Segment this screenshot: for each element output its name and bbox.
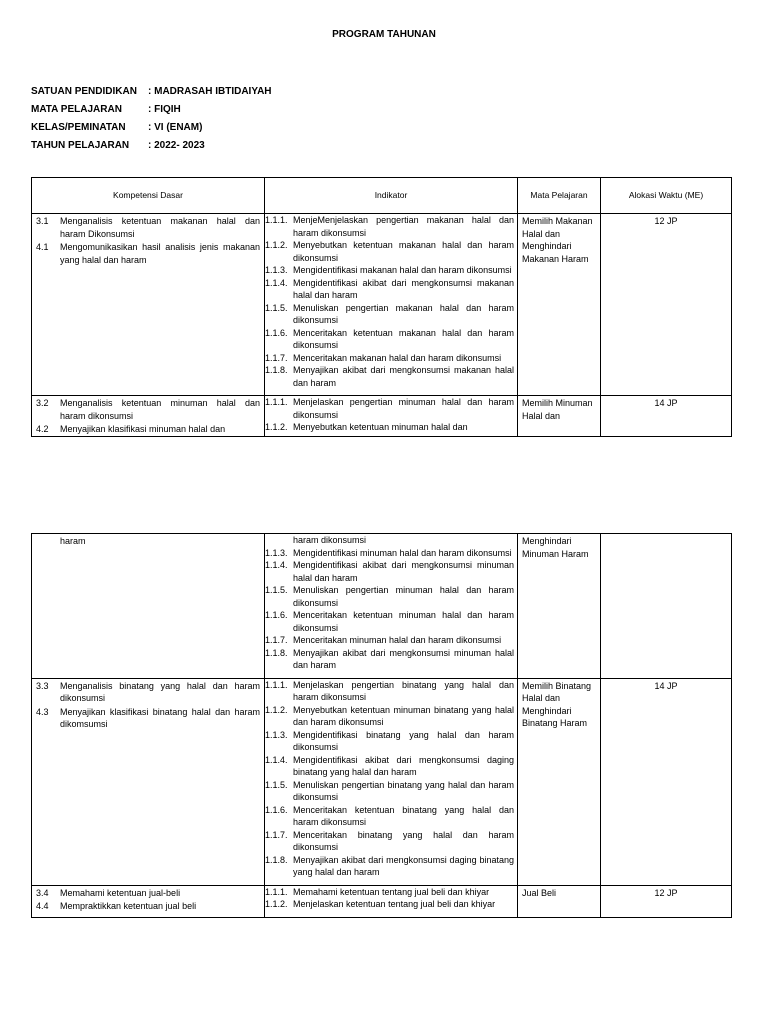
indikator-item [265, 547, 517, 560]
indikator-cell [265, 534, 518, 679]
indikator-text: Mengidentifikasi akibat dari mengkonsumsi minuman halal dan haram [293, 560, 514, 583]
alokasi-cell: 14 JP [601, 396, 732, 437]
alokasi-cell: 12 JP [601, 214, 732, 396]
indikator-item [265, 898, 517, 911]
indikator-text: Menjelaskan pengertian binatang yang halal dan haram dikonsumsi [293, 679, 514, 702]
indikator-item [265, 729, 517, 754]
header-mata-pelajaran: Mata Pelajaran [518, 178, 601, 214]
indikator-item [265, 396, 517, 421]
indikator-item [265, 421, 517, 434]
indikator-text: Menceritakan binatang yang halal dan haram dikonsumsi [293, 829, 514, 852]
kd-text: Menganalisis binatang yang halal dan haram dikonsumsi [60, 680, 260, 703]
kd-item [32, 886, 264, 900]
header-indikator: Indikator [265, 178, 518, 214]
indikator-item [265, 704, 517, 729]
indikator-text: Menjelaskan pengertian minuman halal dan haram dikonsumsi [293, 397, 514, 420]
indikator-number: 1.1.4. [265, 277, 288, 288]
indikator-text: Menyajikan akibat dari mengkonsumsi daging binatang yang halal dan haram [293, 854, 514, 877]
indikator-item [265, 214, 517, 239]
meta-row [31, 86, 272, 104]
indikator-item [265, 754, 517, 779]
kd-item [32, 214, 264, 240]
alokasi-cell: 12 JP [601, 885, 732, 917]
table-header-row [32, 178, 732, 214]
meta-row [31, 104, 272, 122]
indikator-number: 1.1.5. [265, 779, 288, 790]
indikator-text: Mengidentifikasi binatang yang halal dan haram dikonsumsi [293, 729, 514, 752]
alokasi-cell [601, 534, 732, 679]
indikator-number: 1.1.3. [265, 729, 288, 740]
kd-text: Memahami ketentuan jual-beli [60, 887, 181, 898]
indikator-number: 1.1.2. [265, 704, 288, 715]
indikator-text: Mengidentifikasi minuman halal dan haram dikonsumsi [293, 547, 512, 558]
indikator-item [265, 647, 517, 672]
kd-item [32, 240, 264, 266]
indikator-text: Menceritakan makanan halal dan haram dikonsumsi [293, 352, 502, 363]
indikator-number: 1.1.1. [265, 886, 288, 897]
indikator-number: 1.1.2. [265, 899, 288, 909]
indikator-cell [265, 396, 518, 437]
meta-row [31, 122, 272, 140]
meta-key: KELAS/PEMINATAN [31, 122, 126, 133]
kd-item [32, 705, 264, 731]
kd-item [32, 534, 264, 548]
indikator-number: 1.1.1. [265, 397, 288, 407]
program-table-page-2 [31, 533, 732, 918]
kd-cell [32, 396, 265, 437]
indikator-number: 1.1.1. [265, 679, 288, 690]
indikator-item [265, 534, 517, 547]
indikator-item [265, 364, 517, 389]
kd-cell [32, 534, 265, 679]
indikator-cell [265, 678, 518, 885]
kd-number: 3.4 [36, 887, 49, 898]
kd-number: 4.4 [36, 901, 49, 911]
meta-row [31, 140, 272, 158]
document-title: PROGRAM TAHUNAN [332, 29, 436, 40]
kd-number: 3.3 [36, 680, 49, 691]
table-row [32, 885, 732, 917]
indikator-text: Menceritakan minuman halal dan haram dikonsumsi [293, 635, 502, 645]
alokasi-cell: 14 JP [601, 678, 732, 885]
indikator-number: 1.1.8. [265, 647, 288, 658]
meta-value: : MADRASAH IBTIDAIYAH [148, 86, 272, 97]
kd-item [32, 422, 264, 436]
indikator-text: MenjeMenjelaskan pengertian makanan halal dan haram dikonsumsi [293, 215, 514, 238]
meta-key: MATA PELAJARAN [31, 104, 122, 115]
indikator-text: Menuliskan pengertian binatang yang halal dan haram dikonsumsi [293, 779, 514, 802]
indikator-text: Menyajikan akibat dari mengkonsumsi minuman halal dan haram [293, 647, 514, 670]
indikator-text: Menyebutkan ketentuan makanan halal dan haram dikonsumsi [293, 240, 514, 263]
indikator-item [265, 679, 517, 704]
kd-number: 4.2 [36, 424, 49, 434]
kd-number: 4.3 [36, 706, 49, 717]
indikator-item [265, 264, 517, 277]
indikator-item [265, 779, 517, 804]
indikator-item [265, 804, 517, 829]
indikator-item [265, 559, 517, 584]
indikator-text: Mengidentifikasi akibat dari mengkonsumsi makanan halal dan haram [293, 277, 514, 300]
indikator-text: Menyebutkan ketentuan minuman halal dan [293, 422, 468, 432]
indikator-number: 1.1.4. [265, 754, 288, 765]
indikator-number: 1.1.3. [265, 547, 288, 558]
meta-value: : 2022- 2023 [148, 140, 205, 151]
indikator-number: 1.1.7. [265, 352, 288, 363]
kd-cell [32, 678, 265, 885]
indikator-item [265, 277, 517, 302]
indikator-item [265, 302, 517, 327]
mapel-cell: Memilih Minuman Halal dan [518, 396, 601, 437]
kd-text: Menyajikan klasifikasi binatang halal dan haram dikomsumsi [60, 706, 260, 729]
kd-number: 3.2 [36, 398, 49, 408]
indikator-item [265, 634, 517, 647]
indikator-number: 1.1.7. [265, 829, 288, 840]
indikator-text: Memahami ketentuan tentang jual beli dan khiyar [293, 886, 490, 897]
kd-text: Mengomunikasikan hasil analisis jenis makanan yang halal dan haram [60, 242, 260, 265]
indikator-text: Menyebutkan ketentuan minuman binatang yang halal dan haram dikonsumsi [293, 704, 514, 727]
header-alokasi-waktu: Alokasi Waktu (ME) [601, 178, 732, 214]
table-row [32, 396, 732, 437]
indikator-text: Menceritakan ketentuan minuman halal dan haram dikonsumsi [293, 610, 514, 633]
indikator-cell [265, 214, 518, 396]
kd-number: 4.1 [36, 242, 49, 252]
indikator-text: Menceritakan ketentuan binatang yang halal dan haram dikonsumsi [293, 804, 514, 827]
indikator-number: 1.1.7. [265, 635, 288, 645]
meta-key: SATUAN PENDIDIKAN [31, 86, 137, 97]
indikator-number: 1.1.8. [265, 365, 288, 375]
indikator-text: Menjelaskan ketentuan tentang jual beli dan khiyar [293, 899, 496, 909]
program-table-page-1 [31, 177, 732, 437]
meta-value: : VI (ENAM) [148, 122, 203, 133]
table-row [32, 678, 732, 885]
kd-item [32, 899, 264, 913]
indikator-text: Menceritakan ketentuan makanan halal dan haram dikonsumsi [293, 327, 514, 350]
indikator-number [265, 534, 293, 547]
indikator-number: 1.1.8. [265, 854, 288, 865]
identity-block [31, 86, 272, 158]
indikator-item [265, 609, 517, 634]
indikator-item [265, 854, 517, 879]
mapel-cell: Memilih Binatang Halal dan Menghindari Binatang Haram [518, 678, 601, 885]
meta-value: : FIQIH [148, 104, 181, 115]
indikator-number: 1.1.6. [265, 610, 288, 620]
kd-text: Menyajikan klasifikasi minuman halal dan [60, 424, 226, 434]
indikator-number: 1.1.4. [265, 560, 288, 570]
indikator-text: Menyajikan akibat dari mengkonsumsi makanan halal dan haram [293, 365, 514, 388]
indikator-text: Mengidentifikasi akibat dari mengkonsumsi daging binatang yang halal dan haram [293, 754, 514, 777]
indikator-item [265, 829, 517, 854]
kd-text: Menganalisis ketentuan makanan halal dan haram Dikonsumsi [60, 216, 260, 239]
indikator-item [265, 239, 517, 264]
indikator-text: Menuliskan pengertian minuman halal dan haram dikonsumsi [293, 585, 514, 608]
indikator-number: 1.1.1. [265, 215, 288, 225]
kd-text: haram [60, 536, 86, 546]
kd-item [32, 679, 264, 705]
mapel-cell: Jual Beli [518, 885, 601, 917]
indikator-number: 1.1.6. [265, 327, 288, 338]
kd-cell [32, 214, 265, 396]
indikator-text: Menuliskan pengertian makanan halal dan haram dikonsumsi [293, 302, 514, 325]
indikator-number: 1.1.2. [265, 240, 288, 250]
kd-text: Mempraktikkan ketentuan jual beli [60, 901, 197, 911]
table-row [32, 534, 732, 679]
indikator-number: 1.1.5. [265, 585, 288, 595]
header-kompetensi-dasar: Kompetensi Dasar [32, 178, 265, 214]
kd-cell [32, 885, 265, 917]
indikator-item [265, 327, 517, 352]
indikator-item [265, 886, 517, 899]
mapel-cell: Menghindari Minuman Haram [518, 534, 601, 679]
kd-text: Menganalisis ketentuan minuman halal dan haram dikonsumsi [60, 398, 260, 421]
indikator-number: 1.1.3. [265, 265, 288, 275]
indikator-number: 1.1.2. [265, 422, 288, 432]
indikator-number: 1.1.6. [265, 804, 288, 815]
indikator-text: Mengidentifikasi makanan halal dan haram dikonsumsi [293, 265, 512, 275]
kd-number: 3.1 [36, 216, 49, 226]
indikator-cell [265, 885, 518, 917]
meta-key: TAHUN PELAJARAN [31, 140, 130, 151]
indikator-item [265, 352, 517, 365]
indikator-item [265, 584, 517, 609]
indikator-text: haram dikonsumsi [293, 535, 367, 545]
indikator-number: 1.1.5. [265, 302, 288, 313]
kd-number [36, 535, 60, 548]
mapel-cell: Memilih Makanan Halal dan Menghindari Makanan Haram [518, 214, 601, 396]
kd-item [32, 396, 264, 422]
table-row [32, 214, 732, 396]
